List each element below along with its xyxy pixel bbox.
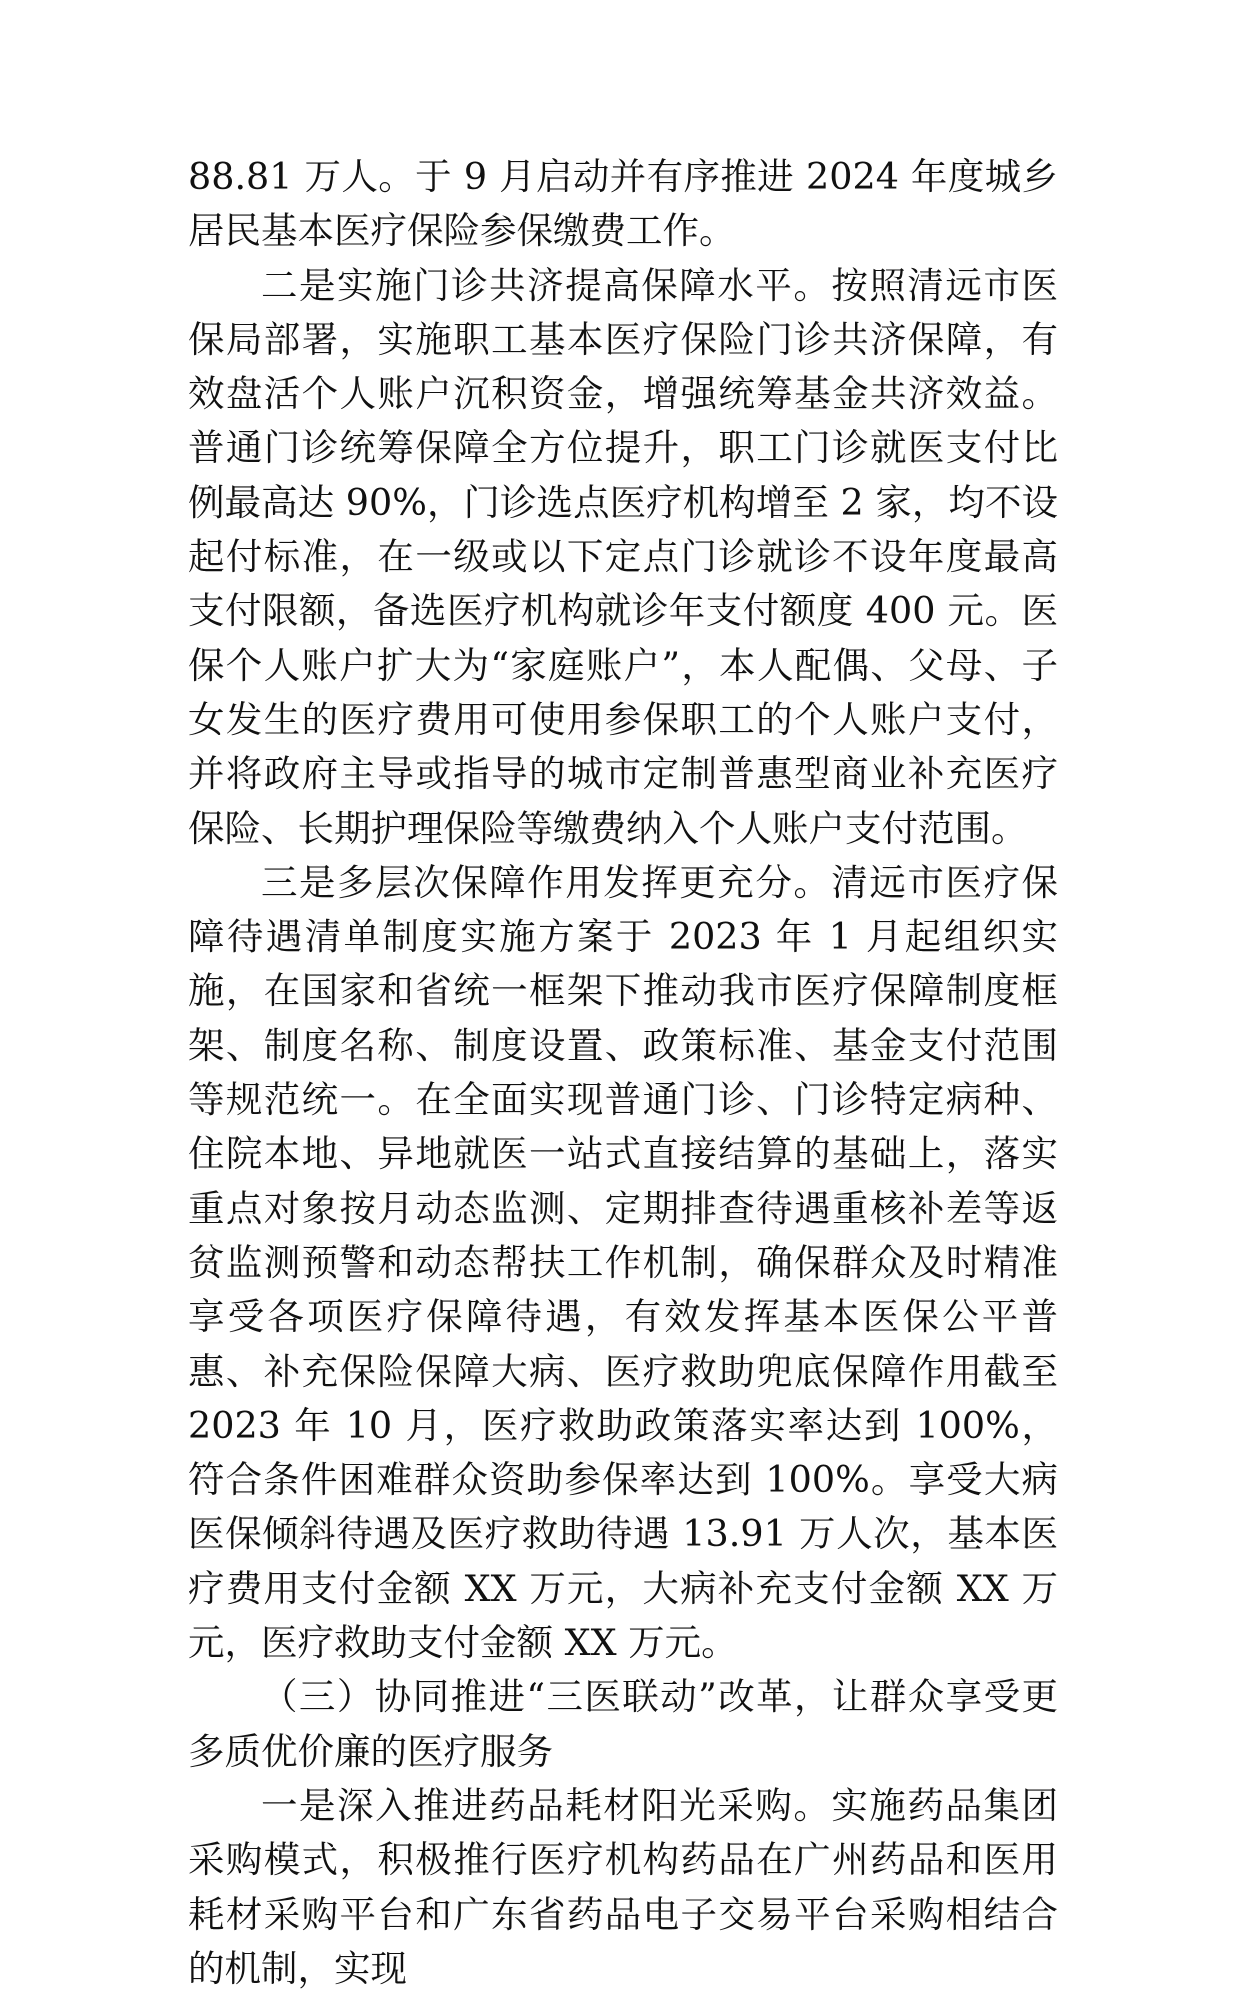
paragraph-multilevel-security: 三是多层次保障作用发挥更充分。清远市医疗保障待遇清单制度实施方案于 2023 年 1 月起组织实施，在国家和省统一框架下推动我市医疗保障制度框架、制度名称、制度设置、政策标准、基金支付范围等规范统一。在全面实现普通门诊、门诊特定病种、住院本地、异地就医一站式直接结算的基础上，落实重点对象按月动态监测、定期排查待遇重核补差等返贫监测预警和动态帮扶工作机制，确保群众及时精准享受各项医疗保障待遇，有效发挥基本医保公平普惠、补充保险保障大病、医疗救助兜底保障作用截至 2023 年 10 月，医疗救助政策落实率达到 100%，符合条件困难群众资助参保率达到 100%。享受大病医保倾斜待遇及医疗救助待遇 13.91 万人次，基本医疗费用支付金额 XX 万元，大病补充支付金额 XX 万元，医疗救助支付金额 XX 万元。 — [188, 860, 1058, 1665]
paragraph-continuation: 88.81 万人。于 9 月启动并有序推进 2024 年度城乡居民基本医疗保险参保缴费工作。 — [188, 155, 1058, 253]
document-page — [188, 150, 1058, 1996]
paragraph-outpatient-mutual-aid: 二是实施门诊共济提高保障水平。按照清远市医保局部署，实施职工基本医疗保险门诊共济保障，有效盘活个人账户沉积资金，增强统筹基金共济效益。普通门诊统筹保障全方位提升，职工门诊就医支付比例最高达 90%，门诊选点医疗机构增至 2 家，均不设起付标准，在一级或以下定点门诊就诊不设年度最高支付限额，备选医疗机构就诊年支付额度 400 元。医保个人账户扩大为“家庭账户”，本人配偶、父母、子女发生的医疗费用可使用参保职工的个人账户支付，并将政府主导或指导的城市定制普惠型商业补充医疗保险、长期护理保险等缴费纳入个人账户支付范围。 — [188, 263, 1058, 850]
paragraph-sunshine-procurement: 一是深入推进药品耗材阳光采购。实施药品集团采购模式，积极推行医疗机构药品在广州药品和医用耗材采购平台和广东省药品电子交易平台采购相结合的机制，实现 — [188, 1783, 1058, 1990]
section-heading-three-medical-linkage: （三）协同推进“三医联动”改革，让群众享受更多质优价廉的医疗服务 — [188, 1675, 1058, 1773]
